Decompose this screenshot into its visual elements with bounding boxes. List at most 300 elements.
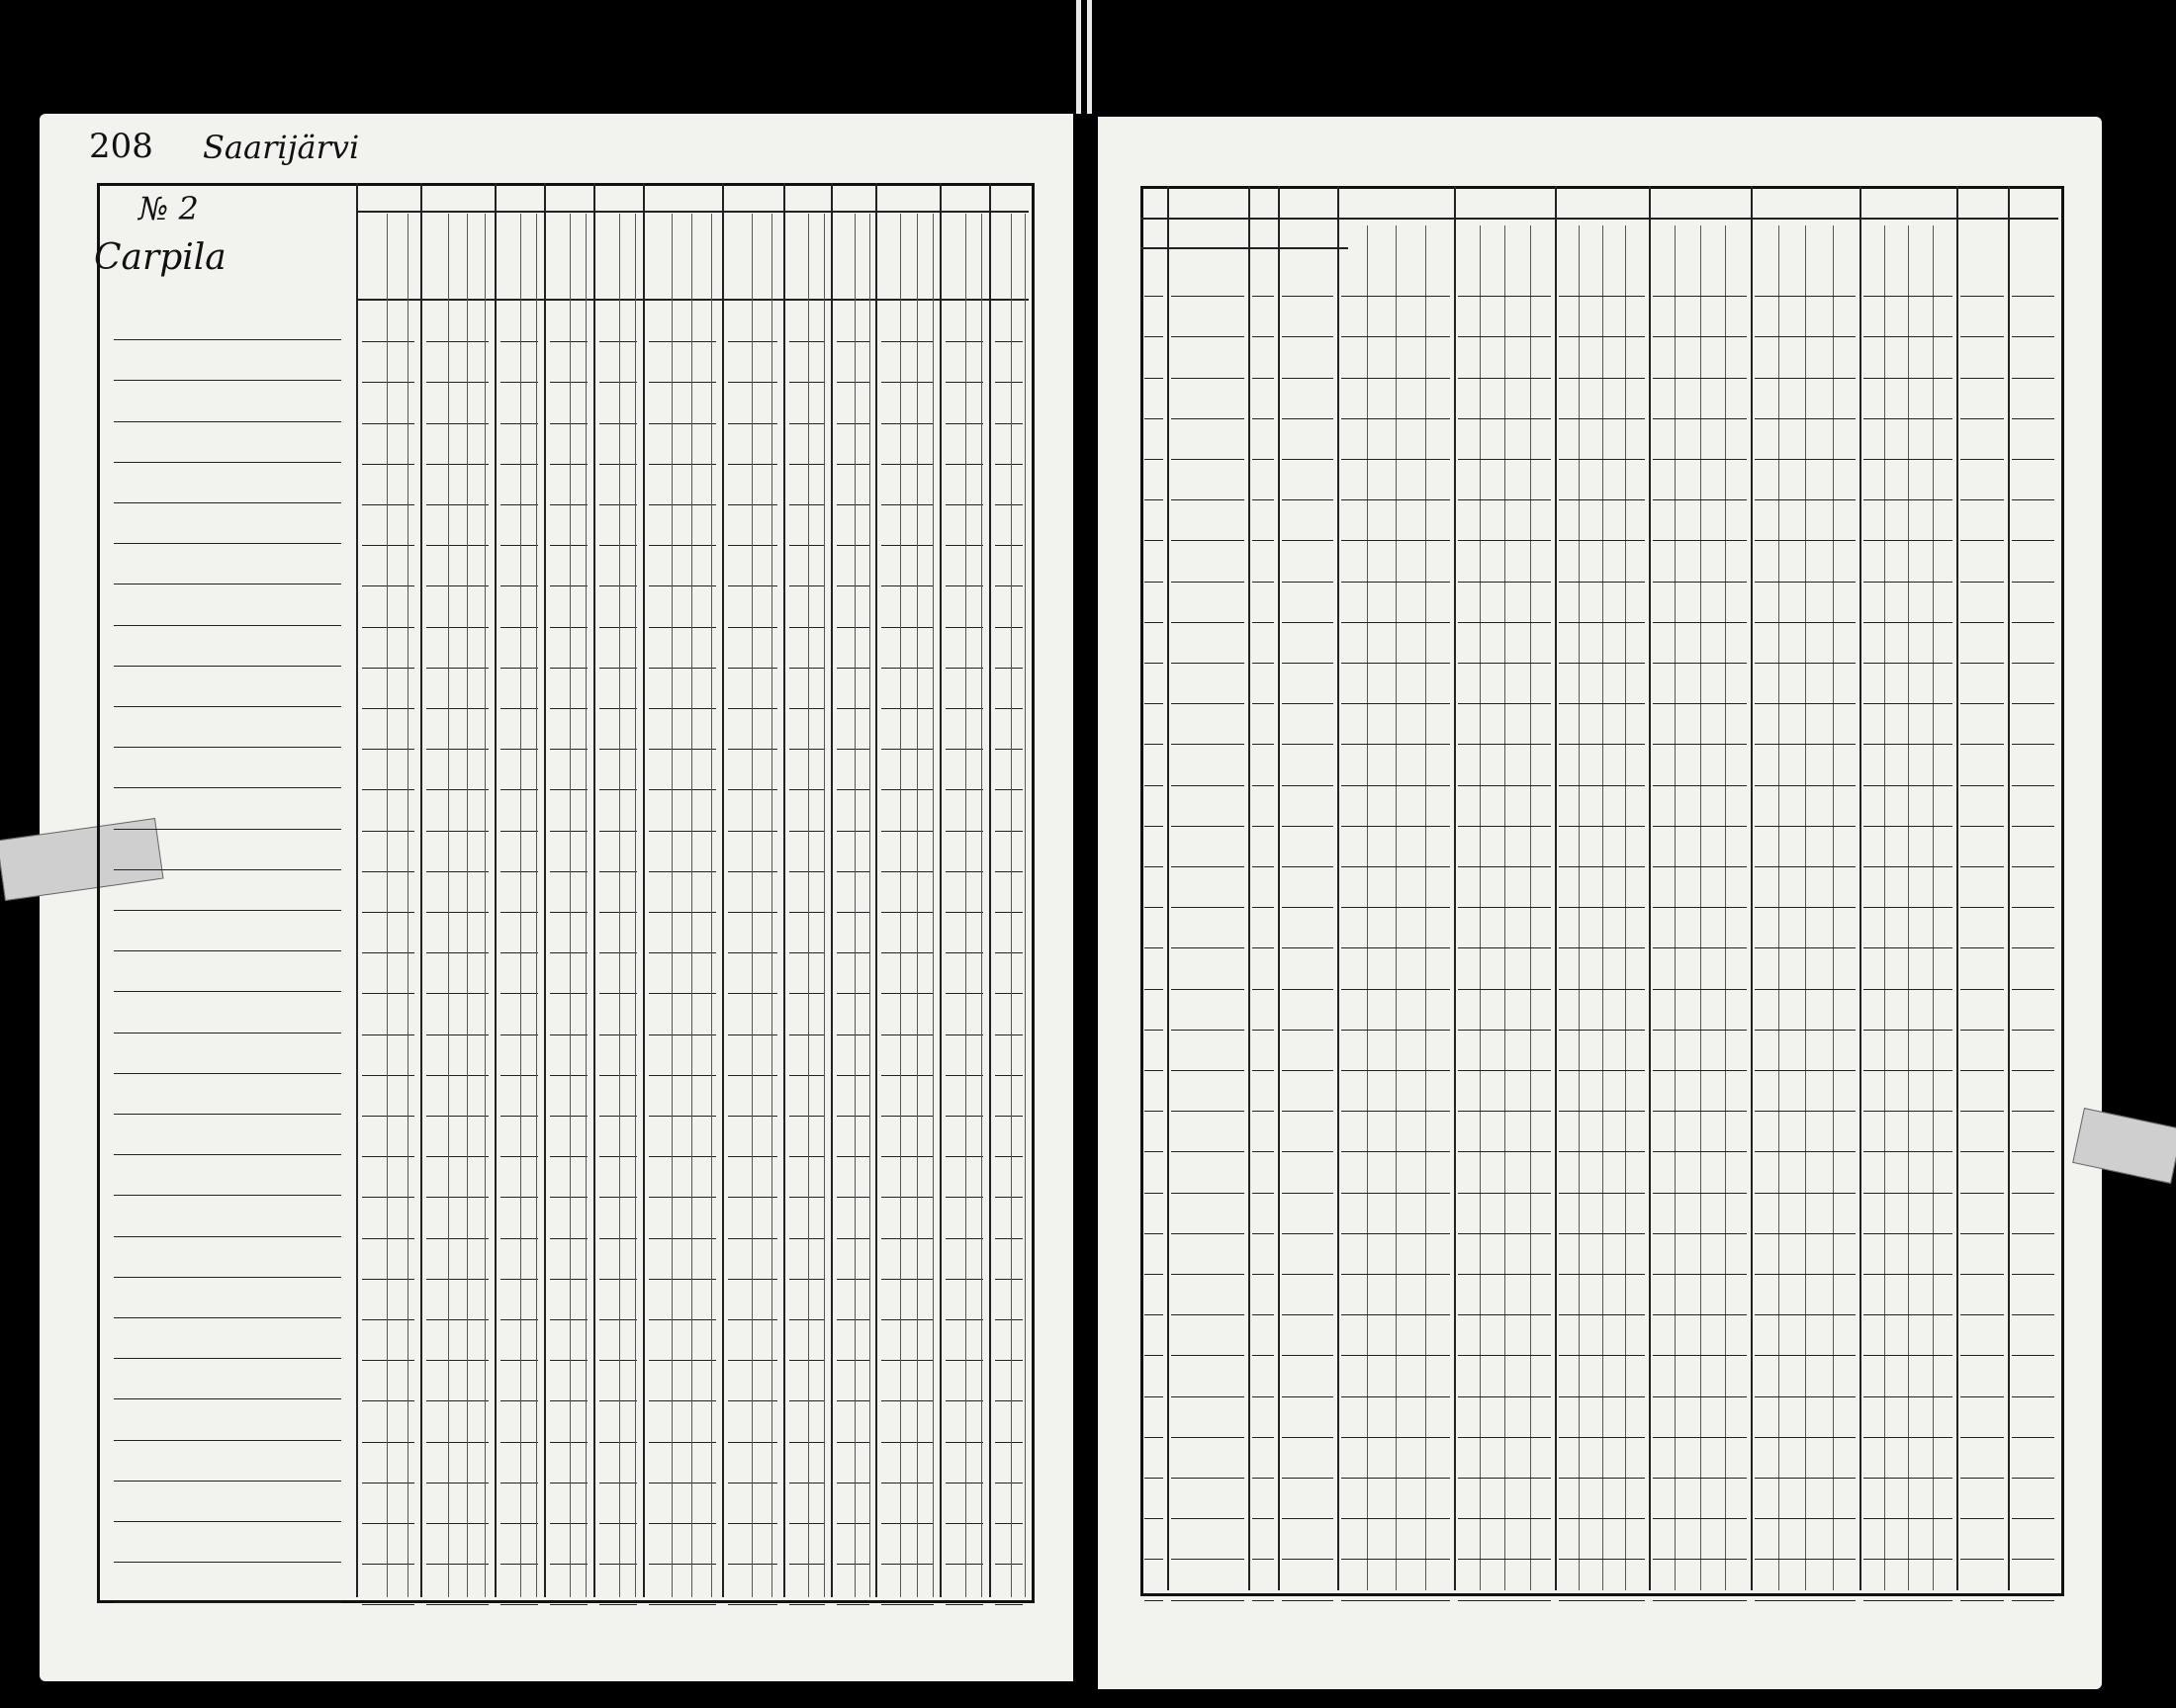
cell-row-line — [1458, 1111, 1551, 1112]
cell-row-line — [1755, 1559, 1856, 1560]
cell-row-line — [599, 668, 637, 669]
cell-row-line — [1341, 540, 1450, 541]
cell-row-line — [500, 912, 538, 913]
cell-row-line — [1755, 663, 1856, 664]
cell-row-line — [881, 668, 934, 669]
cell-row-line — [649, 1075, 716, 1076]
cell-row-line — [1559, 336, 1645, 337]
cell-row-line — [789, 789, 825, 790]
cell-row-line — [1252, 459, 1274, 460]
cell-row-line — [1171, 1355, 1244, 1356]
cell-row-line — [1282, 499, 1333, 500]
cell-row-line — [1755, 1274, 1856, 1275]
cell-row-line — [881, 708, 934, 709]
cell-row-line — [426, 871, 489, 872]
cell-row-line — [1171, 1478, 1244, 1479]
column-divider — [1859, 186, 1861, 1590]
cell-row-line — [1960, 418, 2004, 419]
cell-row-line — [837, 504, 869, 505]
cell-row-line — [1252, 582, 1274, 583]
cell-row-line — [649, 1604, 716, 1605]
cell-row-line — [837, 1116, 869, 1117]
cell-row-line — [1144, 1314, 1163, 1315]
cell-row-line — [1863, 1355, 1952, 1356]
cell-row-line — [1171, 1396, 1244, 1397]
cell-row-line — [1282, 1437, 1333, 1438]
cell-row-line — [599, 1279, 637, 1280]
cell-row-line — [995, 1564, 1023, 1565]
cell-row-line — [550, 545, 588, 546]
cell-row-line — [1863, 1437, 1952, 1438]
cell-row-line — [1144, 418, 1163, 419]
cell-row-line — [426, 1360, 489, 1361]
cell-row-line — [2012, 1193, 2054, 1194]
column-divider — [940, 183, 942, 1597]
cell-row-line — [1960, 1314, 2004, 1315]
cell-row-line — [1282, 1559, 1333, 1560]
cell-row-line — [1458, 744, 1551, 745]
cell-row-line — [1960, 1274, 2004, 1275]
cell-row-line — [1960, 336, 2004, 337]
cell-row-line — [881, 1523, 934, 1524]
cell-row-line — [995, 1034, 1023, 1035]
column-divider — [1337, 186, 1339, 1590]
cell-row-line — [1252, 1233, 1274, 1234]
cell-row-line — [1282, 1314, 1333, 1315]
cell-row-line — [1252, 989, 1274, 990]
cell-row-line — [1653, 499, 1747, 500]
cell-row-line — [1863, 296, 1952, 297]
cell-row-line — [995, 912, 1023, 913]
cell-row-line — [649, 585, 716, 586]
subcolumn-divider — [586, 214, 587, 1597]
year-subcolumn-divider — [1884, 225, 1885, 1590]
cell-row-line — [500, 831, 538, 832]
cell-row-line — [550, 1400, 588, 1401]
cell-row-line — [1653, 378, 1747, 379]
cell-row-line — [1559, 1518, 1645, 1519]
cell-row-line — [881, 504, 934, 505]
cell-row-line — [426, 952, 489, 953]
cell-row-line — [1559, 1559, 1645, 1560]
cell-row-line — [837, 423, 869, 424]
cell-row-line — [2012, 826, 2054, 827]
cell-row-line — [1755, 336, 1856, 337]
cell-row-line — [1171, 1111, 1244, 1112]
cell-row-line — [995, 993, 1023, 994]
cell-row-line — [599, 1156, 637, 1157]
cell-row-line — [500, 1604, 538, 1605]
cell-row-line — [1653, 703, 1747, 704]
cell-row-line — [1171, 1600, 1244, 1601]
cell-row-line — [1559, 663, 1645, 664]
cell-row-line — [2012, 744, 2054, 745]
cell-row-line — [2012, 1518, 2054, 1519]
cell-row-line — [1282, 1518, 1333, 1519]
cell-row-line — [1144, 459, 1163, 460]
name-row-line — [114, 1481, 341, 1482]
subcolumn-divider — [619, 214, 620, 1597]
cell-row-line — [649, 1197, 716, 1198]
book-spine — [1073, 0, 1098, 1708]
name-row-line — [114, 1195, 341, 1196]
cell-row-line — [649, 952, 716, 953]
cell-row-line — [1282, 1151, 1333, 1152]
household-number: № 2 — [138, 190, 199, 227]
cell-row-line — [1559, 296, 1645, 297]
name-row-line — [114, 421, 341, 422]
cell-row-line — [649, 789, 716, 790]
cell-row-line — [500, 382, 538, 383]
cell-row-line — [1144, 1193, 1163, 1194]
cell-row-line — [946, 668, 983, 669]
cell-row-line — [1653, 1070, 1747, 1071]
cell-row-line — [2012, 336, 2054, 337]
column-divider — [1956, 186, 1958, 1590]
name-row-line — [114, 462, 341, 463]
cell-row-line — [837, 545, 869, 546]
cell-row-line — [649, 749, 716, 750]
cell-row-line — [500, 1360, 538, 1361]
cell-row-line — [837, 952, 869, 953]
cell-row-line — [1863, 1314, 1952, 1315]
cell-row-line — [881, 1400, 934, 1401]
cell-row-line — [1755, 296, 1856, 297]
cell-row-line — [1252, 785, 1274, 786]
cell-row-line — [500, 789, 538, 790]
subcolumn-divider — [467, 214, 468, 1597]
cell-row-line — [1755, 540, 1856, 541]
cell-row-line — [1755, 1396, 1856, 1397]
cell-row-line — [1282, 744, 1333, 745]
cell-row-line — [550, 627, 588, 628]
cell-row-line — [1341, 336, 1450, 337]
cell-row-line — [500, 1400, 538, 1401]
cell-row-line — [1559, 947, 1645, 948]
cell-row-line — [1144, 1600, 1163, 1601]
cell-row-line — [946, 831, 983, 832]
cell-row-line — [1653, 1314, 1747, 1315]
cell-row-line — [946, 545, 983, 546]
cell-row-line — [1458, 1478, 1551, 1479]
cell-row-line — [1653, 1151, 1747, 1152]
cell-row-line — [837, 1034, 869, 1035]
cell-row-line — [1960, 540, 2004, 541]
cell-row-line — [995, 1604, 1023, 1605]
cell-row-line — [728, 668, 777, 669]
cell-row-line — [946, 1156, 983, 1157]
cell-row-line — [1144, 1151, 1163, 1152]
cell-row-line — [1144, 907, 1163, 908]
cell-row-line — [1252, 907, 1274, 908]
name-row-line — [114, 339, 341, 340]
cell-row-line — [728, 1442, 777, 1443]
cell-row-line — [1171, 1233, 1244, 1234]
cell-row-line — [837, 1279, 869, 1280]
cell-row-line — [1863, 866, 1952, 867]
cell-row-line — [1144, 378, 1163, 379]
cell-row-line — [500, 1523, 538, 1524]
cell-row-line — [1144, 1437, 1163, 1438]
cell-row-line — [1559, 622, 1645, 623]
cell-row-line — [946, 1319, 983, 1320]
cell-row-line — [599, 1238, 637, 1239]
cell-row-line — [1863, 1396, 1952, 1397]
cell-row-line — [995, 1279, 1023, 1280]
column-divider — [783, 183, 785, 1597]
cell-row-line — [2012, 989, 2054, 990]
cell-row-line — [789, 1156, 825, 1157]
cell-row-line — [649, 708, 716, 709]
cell-row-line — [946, 1279, 983, 1280]
cell-row-line — [1960, 1518, 2004, 1519]
cell-row-line — [995, 504, 1023, 505]
cell-row-line — [1282, 622, 1333, 623]
cell-row-line — [1252, 1314, 1274, 1315]
cell-row-line — [1341, 907, 1450, 908]
cell-row-line — [550, 341, 588, 342]
cell-row-line — [1144, 1355, 1163, 1356]
cell-row-line — [1171, 1030, 1244, 1031]
cell-row-line — [789, 1523, 825, 1524]
cell-row-line — [1960, 826, 2004, 827]
cell-row-line — [1960, 1396, 2004, 1397]
cell-row-line — [1458, 459, 1551, 460]
cell-row-line — [995, 871, 1023, 872]
cell-row-line — [2012, 1314, 2054, 1315]
cell-row-line — [1144, 826, 1163, 827]
cell-row-line — [426, 1156, 489, 1157]
cell-row-line — [550, 382, 588, 383]
cell-row-line — [1282, 1600, 1333, 1601]
cell-row-line — [1282, 1355, 1333, 1356]
cell-row-line — [1341, 459, 1450, 460]
cell-row-line — [1458, 1437, 1551, 1438]
cell-row-line — [1863, 1030, 1952, 1031]
cell-row-line — [995, 545, 1023, 546]
cell-row-line — [1960, 907, 2004, 908]
cell-row-line — [1144, 1070, 1163, 1071]
cell-row-line — [1458, 1151, 1551, 1152]
cell-row-line — [649, 1238, 716, 1239]
cell-row-line — [789, 1197, 825, 1198]
column-divider — [495, 183, 497, 1597]
cell-row-line — [2012, 1559, 2054, 1560]
cell-row-line — [728, 1116, 777, 1117]
cell-row-line — [500, 627, 538, 628]
cell-row-line — [1171, 989, 1244, 990]
cell-row-line — [1341, 826, 1450, 827]
cell-row-line — [1458, 622, 1551, 623]
name-row-line — [114, 1154, 341, 1155]
cell-row-line — [1144, 1396, 1163, 1397]
cell-row-line — [550, 1197, 588, 1198]
cell-row-line — [1559, 866, 1645, 867]
year-subcolumn-divider — [1602, 225, 1603, 1590]
cell-row-line — [599, 382, 637, 383]
cell-row-line — [500, 504, 538, 505]
cell-row-line — [881, 1075, 934, 1076]
cell-row-line — [550, 1564, 588, 1565]
cell-row-line — [2012, 1070, 2054, 1071]
cell-row-line — [728, 1523, 777, 1524]
cell-row-line — [1341, 622, 1450, 623]
name-row-line — [114, 829, 341, 830]
subcolumn-divider — [520, 214, 521, 1597]
cell-row-line — [837, 1564, 869, 1565]
cell-row-line — [995, 1523, 1023, 1524]
cell-row-line — [1252, 1478, 1274, 1479]
cell-row-line — [1863, 703, 1952, 704]
name-row-line — [114, 1277, 341, 1278]
cell-row-line — [500, 1442, 538, 1443]
cell-row-line — [1755, 947, 1856, 948]
name-row-line — [114, 1317, 341, 1318]
cell-row-line — [1144, 663, 1163, 664]
cell-row-line — [1755, 866, 1856, 867]
cell-row-line — [995, 1319, 1023, 1320]
cell-row-line — [789, 341, 825, 342]
cell-row-line — [550, 1116, 588, 1117]
cell-row-line — [1653, 866, 1747, 867]
cell-row-line — [1171, 947, 1244, 948]
name-row-line — [114, 1602, 341, 1603]
cell-row-line — [2012, 1151, 2054, 1152]
cell-row-line — [500, 423, 538, 424]
cell-row-line — [500, 1116, 538, 1117]
name-row-line — [114, 869, 341, 870]
cell-row-line — [995, 1238, 1023, 1239]
cell-row-line — [500, 749, 538, 750]
cell-row-line — [789, 708, 825, 709]
cell-row-line — [2012, 1233, 2054, 1234]
cell-row-line — [1282, 1233, 1333, 1234]
cell-row-line — [1252, 296, 1274, 297]
cell-row-line — [426, 1197, 489, 1198]
cell-row-line — [1960, 1111, 2004, 1112]
cell-row-line — [649, 1523, 716, 1524]
cell-row-line — [426, 341, 489, 342]
cell-row-line — [837, 341, 869, 342]
cell-row-line — [2012, 1437, 2054, 1438]
cell-row-line — [1171, 907, 1244, 908]
cell-row-line — [1252, 418, 1274, 419]
cell-row-line — [1863, 1151, 1952, 1152]
cell-row-line — [426, 545, 489, 546]
cell-row-line — [789, 504, 825, 505]
year-subcolumn-divider — [1833, 225, 1834, 1590]
cell-row-line — [426, 1238, 489, 1239]
cell-row-line — [946, 423, 983, 424]
cell-row-line — [881, 1034, 934, 1035]
header-divider — [1140, 247, 1348, 249]
cell-row-line — [550, 952, 588, 953]
cell-row-line — [946, 627, 983, 628]
cell-row-line — [426, 912, 489, 913]
cell-row-line — [1458, 499, 1551, 500]
column-divider — [643, 183, 645, 1597]
cell-row-line — [1458, 1559, 1551, 1560]
cell-row-line — [500, 952, 538, 953]
cell-row-line — [1282, 336, 1333, 337]
cell-row-line — [946, 1400, 983, 1401]
cell-row-line — [1960, 1233, 2004, 1234]
cell-row-line — [599, 1604, 637, 1605]
cell-row-line — [995, 1400, 1023, 1401]
cell-row-line — [649, 871, 716, 872]
cell-row-line — [789, 1238, 825, 1239]
cell-row-line — [426, 1319, 489, 1320]
cell-row-line — [1559, 1396, 1645, 1397]
column-divider — [420, 183, 422, 1597]
cell-row-line — [1341, 1233, 1450, 1234]
cell-row-line — [1653, 1274, 1747, 1275]
year-subcolumn-divider — [1530, 225, 1531, 1590]
cell-row-line — [500, 1279, 538, 1280]
cell-row-line — [1960, 1600, 2004, 1601]
cell-row-line — [1653, 663, 1747, 664]
cell-row-line — [1559, 703, 1645, 704]
cell-row-line — [1144, 947, 1163, 948]
cell-row-line — [1653, 1559, 1747, 1560]
cell-row-line — [789, 1034, 825, 1035]
cell-row-line — [1653, 1478, 1747, 1479]
cell-row-line — [1144, 866, 1163, 867]
column-divider — [875, 183, 877, 1597]
cell-row-line — [2012, 866, 2054, 867]
cell-row-line — [550, 871, 588, 872]
cell-row-line — [426, 708, 489, 709]
cell-row-line — [837, 749, 869, 750]
cell-row-line — [946, 464, 983, 465]
subcolumn-divider — [672, 214, 673, 1597]
header-divider — [1140, 218, 2058, 220]
cell-row-line — [1341, 296, 1450, 297]
cell-row-line — [1144, 989, 1163, 990]
cell-row-line — [500, 464, 538, 465]
subcolumn-divider — [855, 214, 856, 1597]
cell-row-line — [1144, 1233, 1163, 1234]
cell-row-line — [426, 423, 489, 424]
year-subcolumn-divider — [1805, 225, 1806, 1590]
cell-row-line — [1559, 826, 1645, 827]
cell-row-line — [426, 585, 489, 586]
cell-row-line — [1341, 378, 1450, 379]
cell-row-line — [426, 831, 489, 832]
cell-row-line — [789, 1564, 825, 1565]
cell-row-line — [500, 993, 538, 994]
cell-row-line — [1144, 703, 1163, 704]
subcolumn-divider — [536, 214, 537, 1597]
cell-row-line — [1559, 989, 1645, 990]
cell-row-line — [881, 1442, 934, 1443]
column-divider — [1248, 186, 1250, 1590]
cell-row-line — [2012, 499, 2054, 500]
cell-row-line — [1863, 826, 1952, 827]
cell-row-line — [881, 585, 934, 586]
cell-row-line — [362, 1604, 414, 1605]
cell-row-line — [1960, 1030, 2004, 1031]
name-row-line — [114, 787, 341, 788]
cell-row-line — [599, 545, 637, 546]
subcolumn-divider — [933, 214, 934, 1597]
cell-row-line — [995, 464, 1023, 465]
cell-row-line — [1755, 418, 1856, 419]
cell-row-line — [500, 1564, 538, 1565]
cell-row-line — [1341, 663, 1450, 664]
cell-row-line — [1458, 866, 1551, 867]
cell-row-line — [2012, 1274, 2054, 1275]
